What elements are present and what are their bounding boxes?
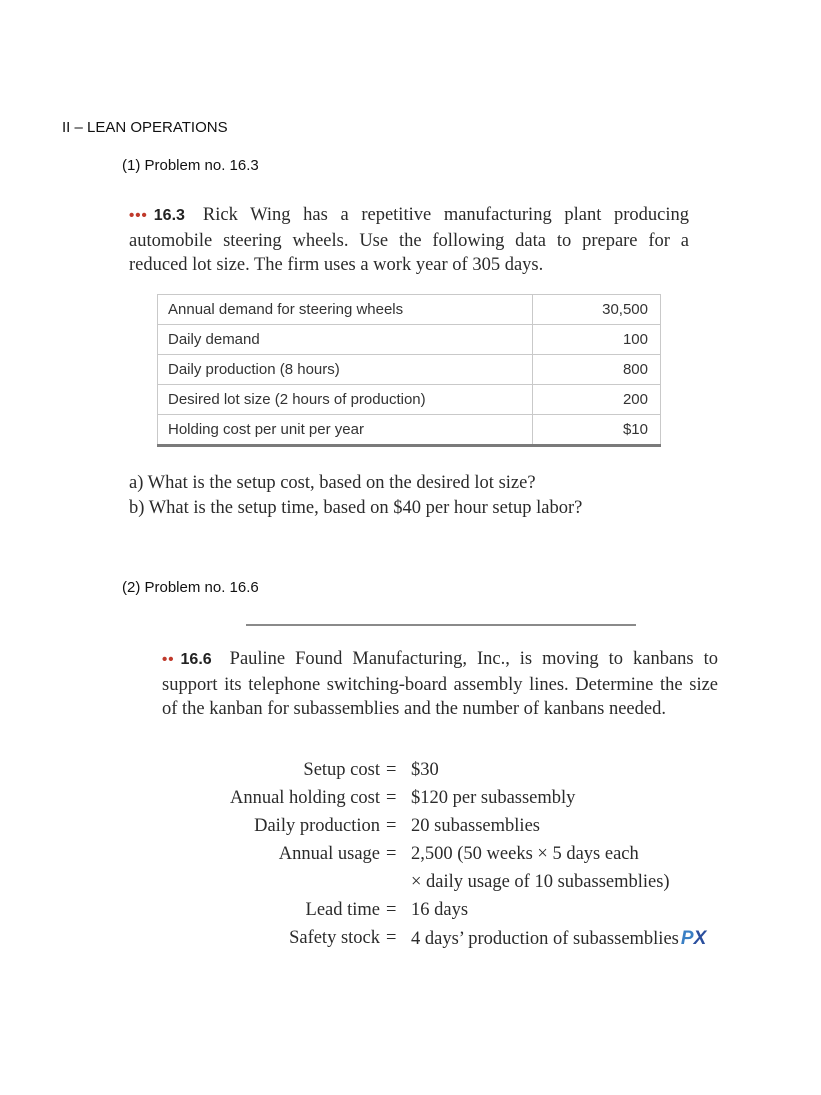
table-row <box>158 385 661 415</box>
equals-sign: = <box>386 844 397 864</box>
problem-text: Pauline Found Manufacturing, Inc., is moving to kanbans to support its telephone switching-board assembly lines. Determine the size of the kanban for subassemblies and the number of kanbans needed. <box>162 649 718 719</box>
table-cell-value: 800 <box>533 355 661 385</box>
data-label: Annual holding cost <box>229 788 380 808</box>
difficulty-dots: ••• <box>129 207 148 224</box>
data-value: 16 days <box>411 900 469 920</box>
table-cell-label: Daily production (8 hours) <box>158 355 533 385</box>
table-cell-label: Annual demand for steering wheels <box>158 295 533 325</box>
table-row <box>158 295 661 325</box>
table-row <box>158 325 661 355</box>
difficulty-dots: •• <box>162 651 175 668</box>
data-value: × daily usage of 10 subassemblies) <box>411 872 670 892</box>
data-row <box>0 872 821 900</box>
data-value: $30 <box>411 760 439 780</box>
data-label: Daily production <box>254 816 380 836</box>
table-cell-value: 30,500 <box>533 295 661 325</box>
problem-16-3-statement <box>129 203 689 278</box>
table-cell-value: 200 <box>533 385 661 415</box>
divider <box>246 624 636 626</box>
equals-sign: = <box>386 760 397 780</box>
table-cell-value: 100 <box>533 325 661 355</box>
data-row <box>0 760 821 788</box>
data-row <box>0 900 821 928</box>
table-cell-value: $10 <box>533 415 661 446</box>
data-value: $120 per subassembly <box>411 788 576 808</box>
steering-wheel-data-table <box>157 294 661 447</box>
data-label: Annual usage <box>278 844 380 864</box>
data-row <box>0 788 821 816</box>
equals-sign: = <box>386 816 397 836</box>
equals-sign: = <box>386 900 397 920</box>
table-row <box>158 355 661 385</box>
section-heading: II – LEAN OPERATIONS <box>62 119 228 136</box>
problem-number: 16.6 <box>180 651 212 668</box>
equals-sign: = <box>386 788 397 808</box>
question-list <box>129 471 582 521</box>
problem-text: Rick Wing has a repetitive manufacturing plant producing automobile steering wheels. Use the following data to prepare for a reduced lot size. The firm uses a work year of 305 days. <box>129 205 689 275</box>
problem-16-6-statement <box>162 647 718 722</box>
data-label: Safety stock <box>289 928 380 948</box>
table-row <box>158 415 661 446</box>
data-row <box>0 816 821 844</box>
problem-1-label: (1) Problem no. 16.3 <box>122 157 259 174</box>
data-value: 20 subassemblies <box>411 816 540 836</box>
table-cell-label: Daily demand <box>158 325 533 355</box>
table-cell-label: Holding cost per unit per year <box>158 415 533 446</box>
problem-number: 16.3 <box>153 207 185 224</box>
data-row <box>0 844 821 872</box>
equals-sign: = <box>386 928 397 948</box>
data-label: Setup cost <box>303 760 380 780</box>
table-cell-label: Desired lot size (2 hours of production) <box>158 385 533 415</box>
question-b: b) What is the setup time, based on $40 per hour setup labor? <box>129 498 583 518</box>
data-row <box>0 928 821 956</box>
data-label: Lead time <box>305 900 380 920</box>
question-a: a) What is the setup cost, based on the desired lot size? <box>129 473 536 493</box>
px-logo-icon: PX <box>680 928 707 949</box>
data-value <box>411 928 706 950</box>
data-value: 2,500 (50 weeks × 5 days each <box>411 844 639 864</box>
data-value-text: 4 days’ production of subassemblies <box>411 929 679 949</box>
problem-2-label: (2) Problem no. 16.6 <box>122 579 259 596</box>
